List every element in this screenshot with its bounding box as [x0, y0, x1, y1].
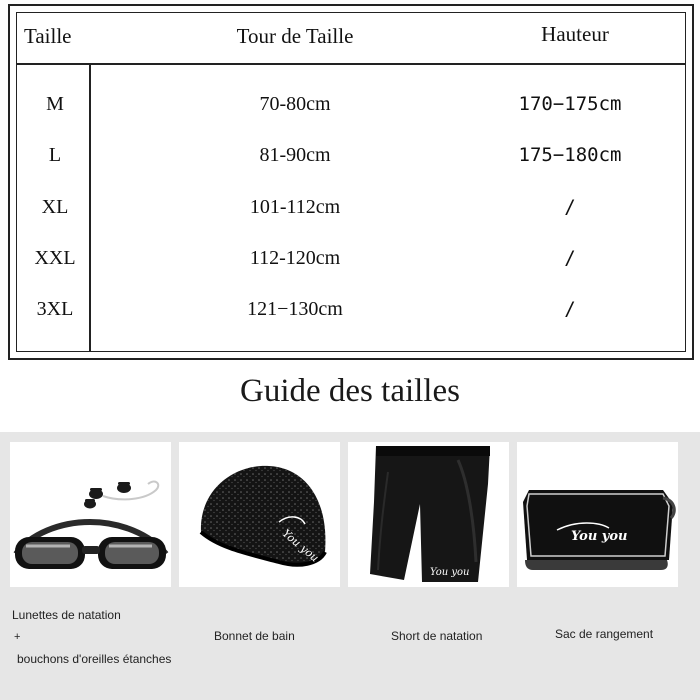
size-guide-title: Guide des tailles	[240, 373, 460, 409]
header-waist: Tour de Taille	[236, 24, 354, 48]
size-cell: M	[46, 93, 64, 115]
swim-goggles-earplugs-image	[10, 442, 171, 587]
product-card-bag[interactable]	[517, 442, 678, 587]
waist-cell: 101-112cm	[249, 196, 341, 218]
size-cell: XL	[41, 196, 69, 218]
product-label-cap: Bonnet de bain	[214, 629, 295, 643]
product-label-shorts: Short de natation	[391, 629, 483, 643]
table-row	[10, 93, 692, 123]
storage-bag-image	[517, 442, 678, 587]
header-height: Hauteur	[541, 22, 609, 46]
goggles-label-line1: Lunettes de natation	[12, 608, 121, 622]
height-cell: 170−175cm	[518, 93, 622, 115]
goggles-label-line2: bouchons d'oreilles étanches	[17, 652, 172, 666]
product-card-goggles[interactable]	[10, 442, 171, 587]
swim-shorts-image	[348, 442, 509, 587]
height-cell: /	[564, 196, 576, 218]
header-divider	[16, 63, 686, 65]
product-label-goggles	[12, 604, 202, 670]
height-cell: /	[564, 298, 576, 320]
swim-cap-image	[179, 442, 340, 587]
waist-cell: 70-80cm	[259, 93, 331, 115]
size-table	[8, 4, 694, 360]
table-row	[10, 196, 692, 226]
height-cell: 175−180cm	[518, 144, 622, 166]
brand-mark: You you	[279, 526, 322, 565]
product-card-cap[interactable]	[179, 442, 340, 587]
size-cell: 3XL	[36, 298, 74, 320]
products-section	[0, 432, 700, 700]
table-row	[10, 298, 692, 328]
brand-mark: You you	[430, 567, 470, 578]
goggles-label-plus: +	[14, 631, 21, 643]
size-cell: L	[48, 144, 62, 166]
brand-mark: You you	[571, 529, 628, 544]
header-size: Taille	[24, 24, 72, 48]
waist-cell: 121−130cm	[247, 298, 343, 320]
height-cell: /	[564, 247, 576, 269]
waist-cell: 81-90cm	[259, 144, 331, 166]
product-label-bag: Sac de rangement	[555, 627, 654, 641]
product-card-shorts[interactable]	[348, 442, 509, 587]
table-row	[10, 144, 692, 174]
table-row	[10, 247, 692, 277]
size-cell: XXL	[34, 247, 76, 269]
waist-cell: 112-120cm	[249, 247, 341, 269]
